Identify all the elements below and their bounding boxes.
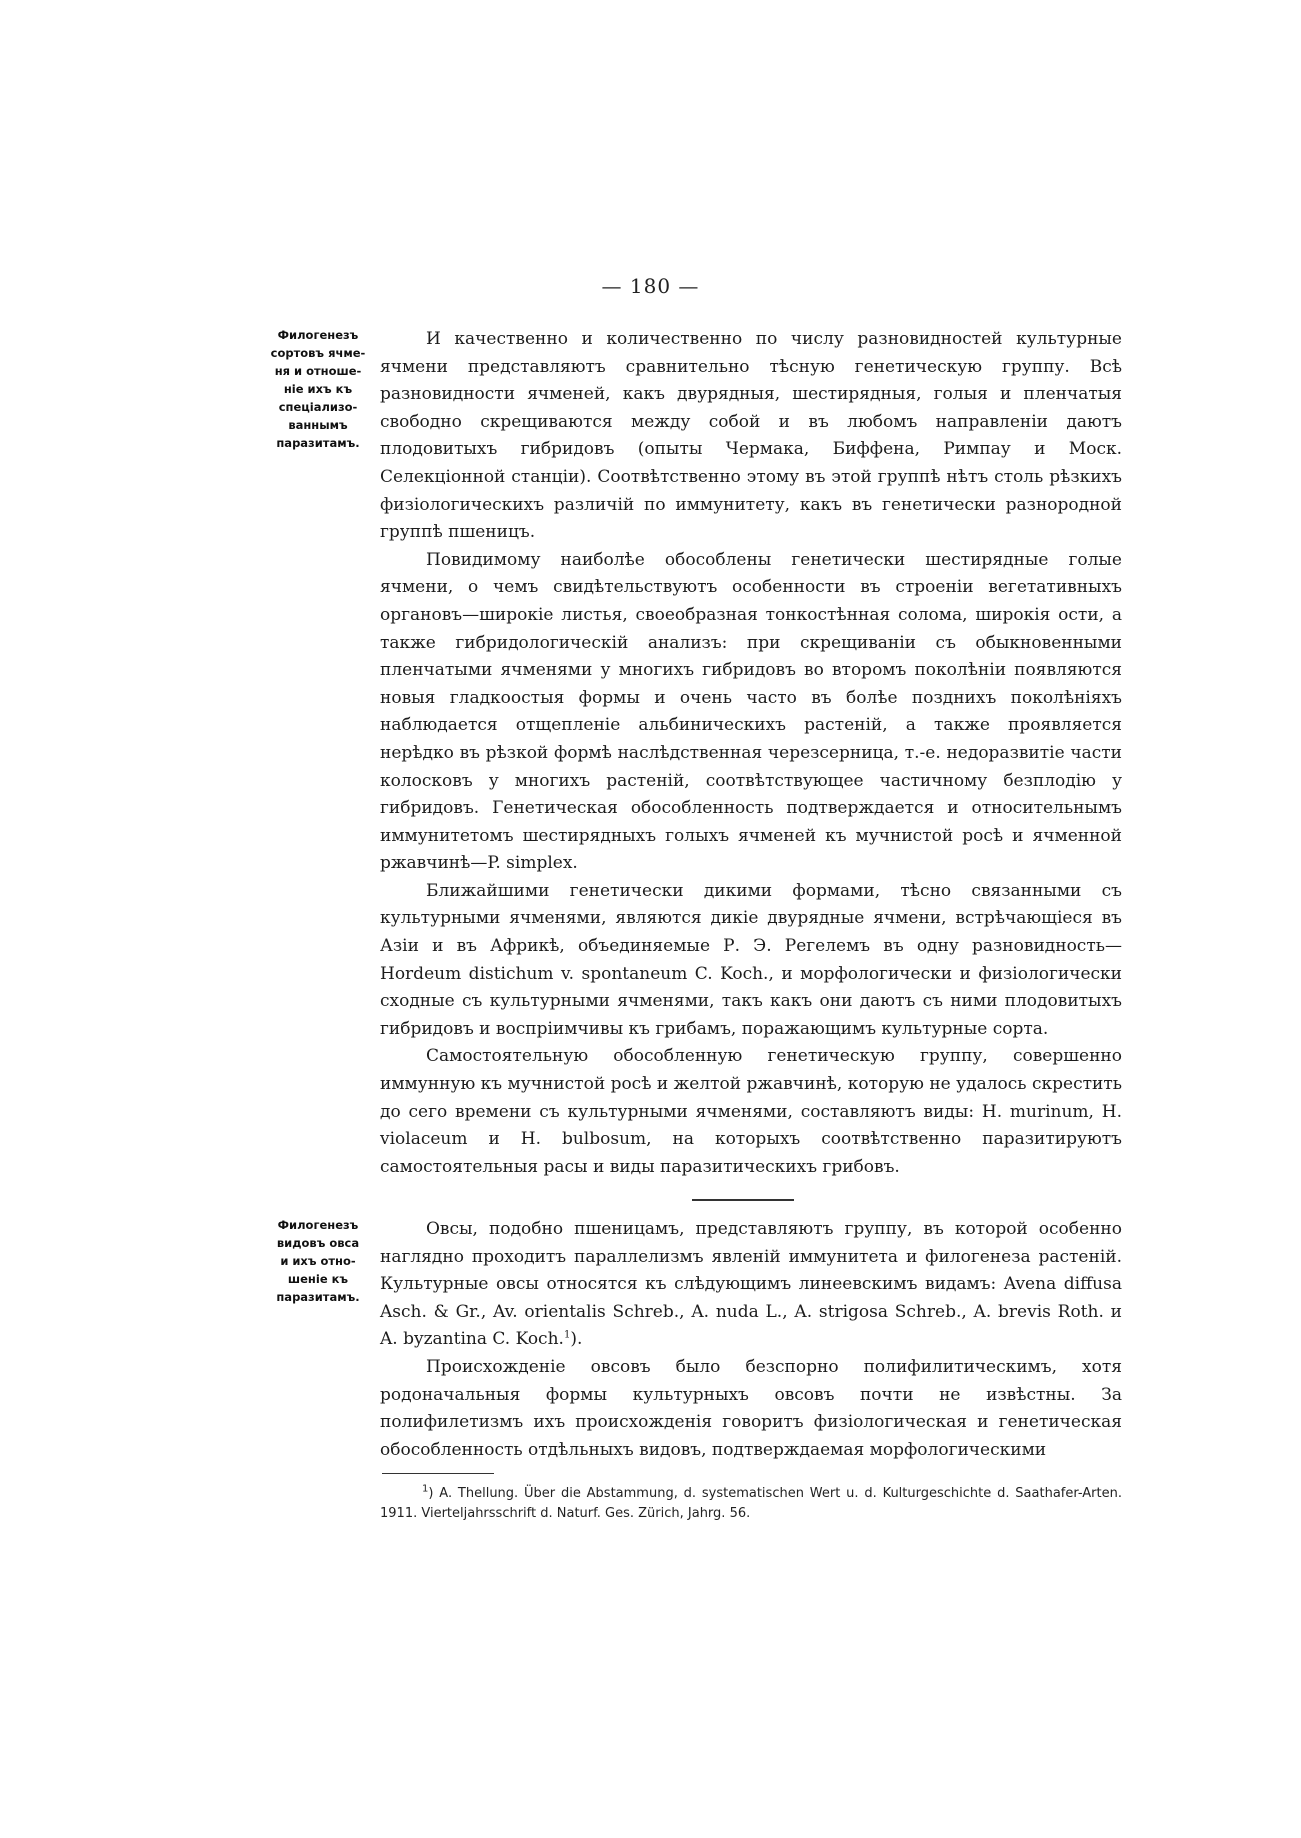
sidenote-line: спеціализо- xyxy=(278,400,358,414)
sidenote-oats-phylogeny xyxy=(262,1216,374,1306)
paragraph: Повидимому наиболѣе обособлены генетически шестирядные голые ячмени, о чемъ свидѣтельствуютъ особенности въ строеніи вегетативныхъ органовъ—широкіе листья, своеобразная тонкостѣнная солома, широкія ости, а также гибридологическій анализъ: при скрещиваніи съ обыкновенными пленчатыми ячменями у многихъ гибридовъ во второмъ поколѣніи появляются новыя гладкоостыя формы и очень часто въ болѣе позднихъ поколѣніяхъ наблюдается отщепленіе альбиническихъ растеній, а также проявляется нерѣдко въ рѣзкой формѣ наслѣдственная черезсерница, т.-е. недоразвитіе части колосковъ у многихъ растеній, соотвѣтствующее частичному безплодію у гибридовъ. Генетическая обособленность подтверждается и относительнымъ иммунитетомъ шестирядныхъ голыхъ ячменей къ мучнистой росѣ и ячменной ржавчинѣ—P. simplex. xyxy=(380,549,1122,874)
section-barley-text xyxy=(380,326,1122,1181)
footnote-marker: 1 xyxy=(422,1483,429,1495)
section-oats-text xyxy=(380,1216,1122,1464)
paragraph: Происхожденіе овсовъ было безспорно полифилитическимъ, хотя родоначальныя формы культурныхъ овсовъ почти не извѣстны. За полифилетизмъ ихъ происхожденія говоритъ физіологическая и генетическая обособленность отдѣльныхъ видовъ, подтверждаемая морфологическими xyxy=(380,1356,1122,1460)
footnote-ref[interactable]: 1 xyxy=(563,1329,571,1341)
paragraph-text: Овсы, подобно пшеницамъ, представляютъ группу, въ которой особенно наглядно проходитъ параллелизмъ явленій иммунитета и филогенеза растеній. Культурные овсы относятся къ слѣдующимъ линеевскимъ видамъ: Avena diffusa Asch. & Gr., Av. orientalis Schreb., A. nuda L., A. strigosa Schreb., A. brevis Roth. и A. byzantina C. Koch. xyxy=(380,1219,1122,1350)
sidenote-barley-phylogeny xyxy=(262,326,374,452)
footnote-rule xyxy=(382,1473,494,1474)
paragraph: Ближайшими генетически дикими формами, тѣсно связанными съ культурными ячменями, являются дикіе двурядные ячмени, встрѣчающіеся въ Азіи и въ Африкѣ, объединяемые Р. Э. Регелемъ въ одну разновидность—Hordeum distichum v. spontaneum C. Koch., и морфологически и физіологически сходные съ культурными ячменями, такъ какъ они даютъ съ ними плодовитыхъ гибридовъ и воспріимчивы къ грибамъ, поражающимъ культурные сорта. xyxy=(380,880,1122,1039)
footnote xyxy=(380,1484,1122,1524)
paragraph: Самостоятельную обособленную генетическую группу, совершенно иммунную къ мучнистой росѣ и желтой ржавчинѣ, которую не удалось скрестить до сего времени съ культурными ячменями, составляютъ виды: H. murinum, H. violaceum и H. bulbosum, на которыхъ соотвѣтственно паразитируютъ самостоятельныя расы и виды паразитическихъ грибовъ. xyxy=(380,1046,1122,1177)
page-number: — 180 — xyxy=(601,274,700,298)
sidenote-line: Филогенезъ xyxy=(277,1218,359,1232)
paragraph: И качественно и количественно по числу разновидностей культурные ячмени представляютъ сравнительно тѣсную генетическую группу. Всѣ разновидности ячменей, какъ двурядныя, шестирядныя, голыя и пленчатыя свободно скрещиваются между собой и въ любомъ направленіи даютъ плодовитыхъ гибридовъ (опыты Чермака, Биффена, Римпау и Моск. Селекціонной станціи). Соотвѣтственно этому въ этой группѣ нѣтъ столь рѣзкихъ физіологическихъ различій по иммунитету, какъ въ генетически разнородной группѣ пшеницъ. xyxy=(380,329,1122,543)
sidenote-line: паразитамъ. xyxy=(276,1290,360,1304)
footnote-text xyxy=(380,1484,1122,1524)
sidenote-line: шеніе къ xyxy=(287,1272,349,1286)
paragraph xyxy=(380,1216,1122,1354)
paragraph-text-end: ). xyxy=(570,1329,583,1350)
sidenote-line: паразитамъ. xyxy=(276,436,360,450)
sidenote-line: сортовъ ячме- xyxy=(270,346,366,360)
sidenote-line: и ихъ отно- xyxy=(280,1254,356,1268)
footnote-body: ) A. Thellung. Über die Abstammung, d. systematischen Wert u. d. Kulturgeschichte d. Saathafer-Arten. 1911. Vierteljahrsschrift d. Naturf. Ges. Zürich, Jahrg. 56. xyxy=(380,1486,1122,1521)
sidenote-line: Филогенезъ xyxy=(277,328,359,342)
sidenote-line: ня и отноше- xyxy=(274,364,362,378)
sidenote-line: ваннымъ xyxy=(288,418,348,432)
sidenote-line: видовъ овса xyxy=(276,1236,360,1250)
section-divider xyxy=(692,1199,794,1201)
sidenote-line: ніе ихъ къ xyxy=(283,382,353,396)
